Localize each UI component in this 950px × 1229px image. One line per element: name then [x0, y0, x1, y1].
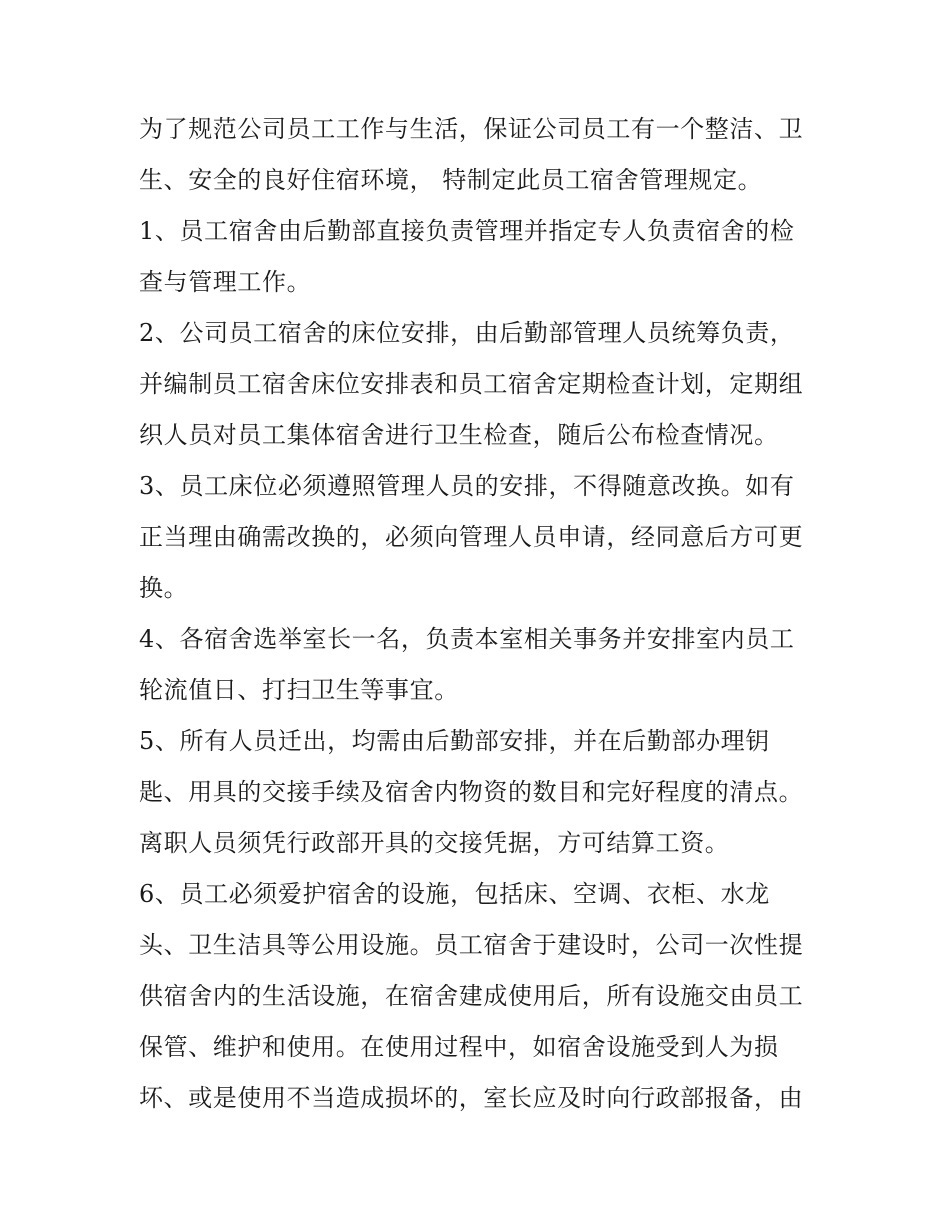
text-line: 轮流值日、打扫卫生等事宜。	[139, 676, 459, 704]
text-line: 头、卫生洁具等公用设施。员工宿舍于建设时，公司一次性提	[139, 931, 804, 959]
text-line: 正当理由确需改换的，必须向管理人员申请，经同意后方可更	[139, 523, 804, 551]
text-line: 供宿舍内的生活设施，在宿舍建成使用后，所有设施交由员工	[139, 982, 804, 1010]
text-line: 坏、或是使用不当造成损坏的，室长应及时向行政部报备，由	[139, 1084, 804, 1112]
text-line: 生、安全的良好住宿环境， 特制定此员工宿舍管理规定。	[139, 166, 763, 194]
text-line: 离职人员须凭行政部开具的交接凭据，方可结算工资。	[139, 829, 730, 857]
text-line: 保管、维护和使用。在使用过程中，如宿舍设施受到人为损	[139, 1033, 779, 1061]
text-line: 1、员工宿舍由后勤部直接负责管理并指定专人负责宿舍的检	[139, 217, 795, 245]
text-line: 6、员工必须爱护宿舍的设施，包括床、空调、衣柜、水龙	[139, 880, 770, 908]
text-line: 并编制员工宿舍床位安排表和员工宿舍定期检查计划，定期组	[139, 370, 804, 398]
text-line: 为了规范公司员工工作与生活，保证公司员工有一个整洁、卫	[139, 115, 804, 143]
text-line: 4、各宿舍选举室长一名，负责本室相关事务并安排室内员工	[139, 625, 795, 653]
text-line: 2、公司员工宿舍的床位安排，由后勤部管理人员统筹负责，	[139, 319, 795, 347]
text-line: 5、所有人员迁出，均需由后勤部安排，并在后勤部办理钥	[139, 727, 770, 755]
text-line: 匙、用具的交接手续及宿舍内物资的数目和完好程度的清点。	[139, 778, 804, 806]
text-line: 换。	[139, 574, 189, 602]
text-line: 织人员对员工集体宿舍进行卫生检查，随后公布检查情况。	[139, 421, 779, 449]
text-line: 3、员工床位必须遵照管理人员的安排，不得随意改换。如有	[139, 472, 795, 500]
text-line: 查与管理工作。	[139, 268, 312, 296]
document-body	[139, 104, 814, 1124]
